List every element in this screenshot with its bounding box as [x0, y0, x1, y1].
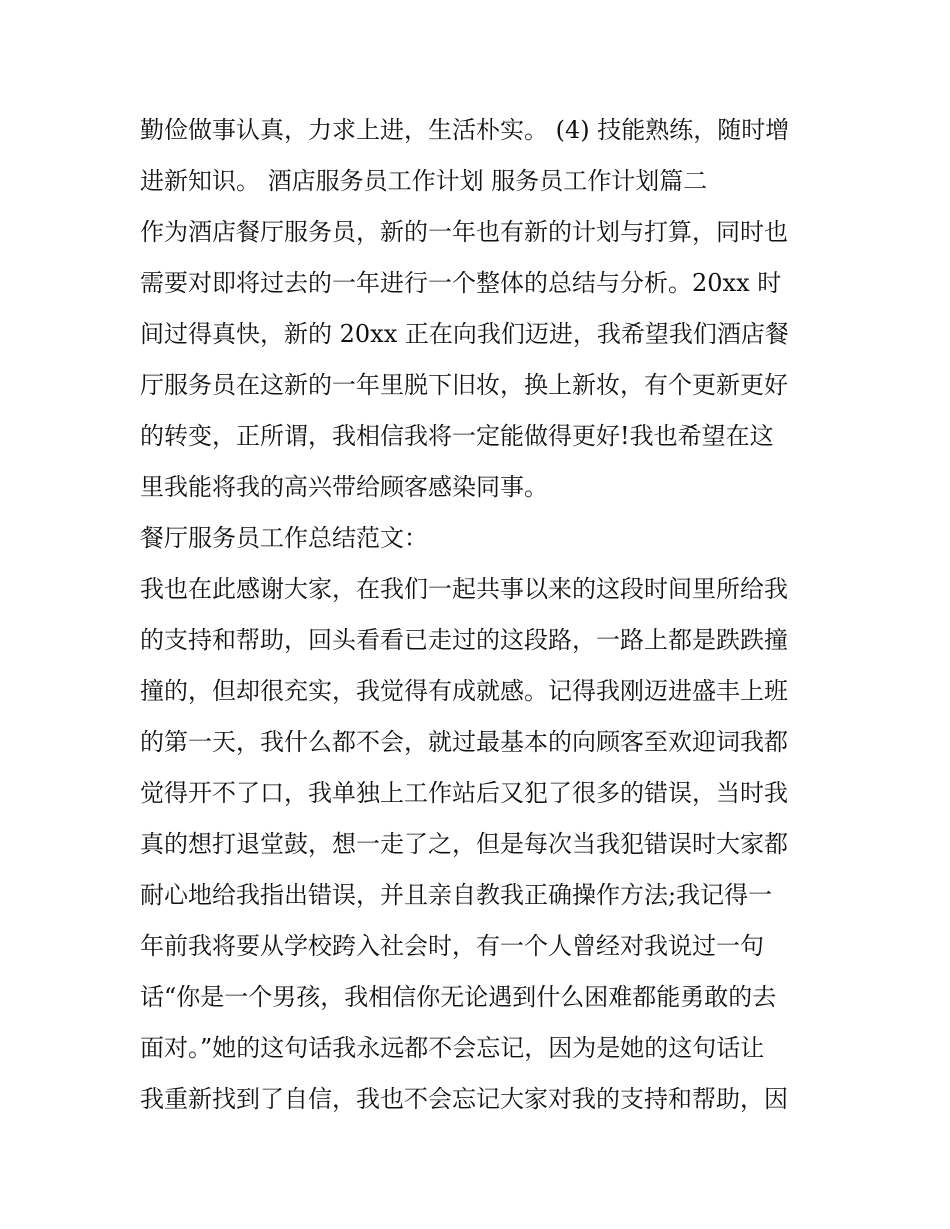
text-line-6: 厅服务员在这新的一年里脱下旧妆，换上新妆，有个更新更好 [140, 371, 788, 399]
text-line-20: 我重新找到了自信，我也不会忘记大家对我的支持和帮助，因 [140, 1085, 788, 1113]
text-line-17: 年前我将要从学校跨入社会时，有一个人曾经对我说过一句 [140, 932, 764, 960]
text-line-11: 的支持和帮助，回头看看已走过的这段路，一路上都是跌跌撞 [140, 626, 788, 654]
text-line-2: 进新知识。 酒店服务员工作计划 服务员工作计划篇二 [140, 167, 708, 195]
text-line-15: 真的想打退堂鼓，想一走了之，但是每次当我犯错误时大家都 [140, 830, 788, 858]
text-line-13: 的第一天，我什么都不会，就过最基本的向顾客至欢迎词我都 [140, 728, 788, 756]
text-line-16: 耐心地给我指出错误，并且亲自教我正确操作方法;我记得一 [140, 881, 773, 909]
text-line-7: 的转变，正所谓，我相信我将一定能做得更好!我也希望在这 [140, 422, 774, 450]
text-line-3: 作为酒店餐厅服务员，新的一年也有新的计划与打算，同时也 [140, 218, 788, 246]
text-line-8: 里我能将我的高兴带给顾客感染同事。 [140, 473, 548, 501]
text-line-10: 我也在此感谢大家，在我们一起共事以来的这段时间里所给我 [140, 575, 788, 603]
text-line-5: 间过得真快，新的 20xx 正在向我们迈进，我希望我们酒店餐 [140, 320, 789, 348]
text-line-1: 勤俭做事认真，力求上进，生活朴实。 (4) 技能熟练，随时增 [140, 116, 790, 144]
text-line-19: 面对。”她的这句话我永远都不会忘记，因为是她的这句话让 [140, 1034, 765, 1062]
text-line-18: 话“你是一个男孩，我相信你无论遇到什么困难都能勇敢的去 [140, 983, 777, 1011]
text-line-4: 需要对即将过去的一年进行一个整体的总结与分析。20xx 时 [140, 269, 782, 297]
section-heading: 餐厅服务员工作总结范文： [140, 524, 428, 552]
text-line-12: 撞的，但却很充实，我觉得有成就感。记得我刚迈进盛丰上班 [140, 677, 788, 705]
text-line-14: 觉得开不了口，我单独上工作站后又犯了很多的错误，当时我 [140, 779, 788, 807]
document-body [140, 108, 820, 1128]
